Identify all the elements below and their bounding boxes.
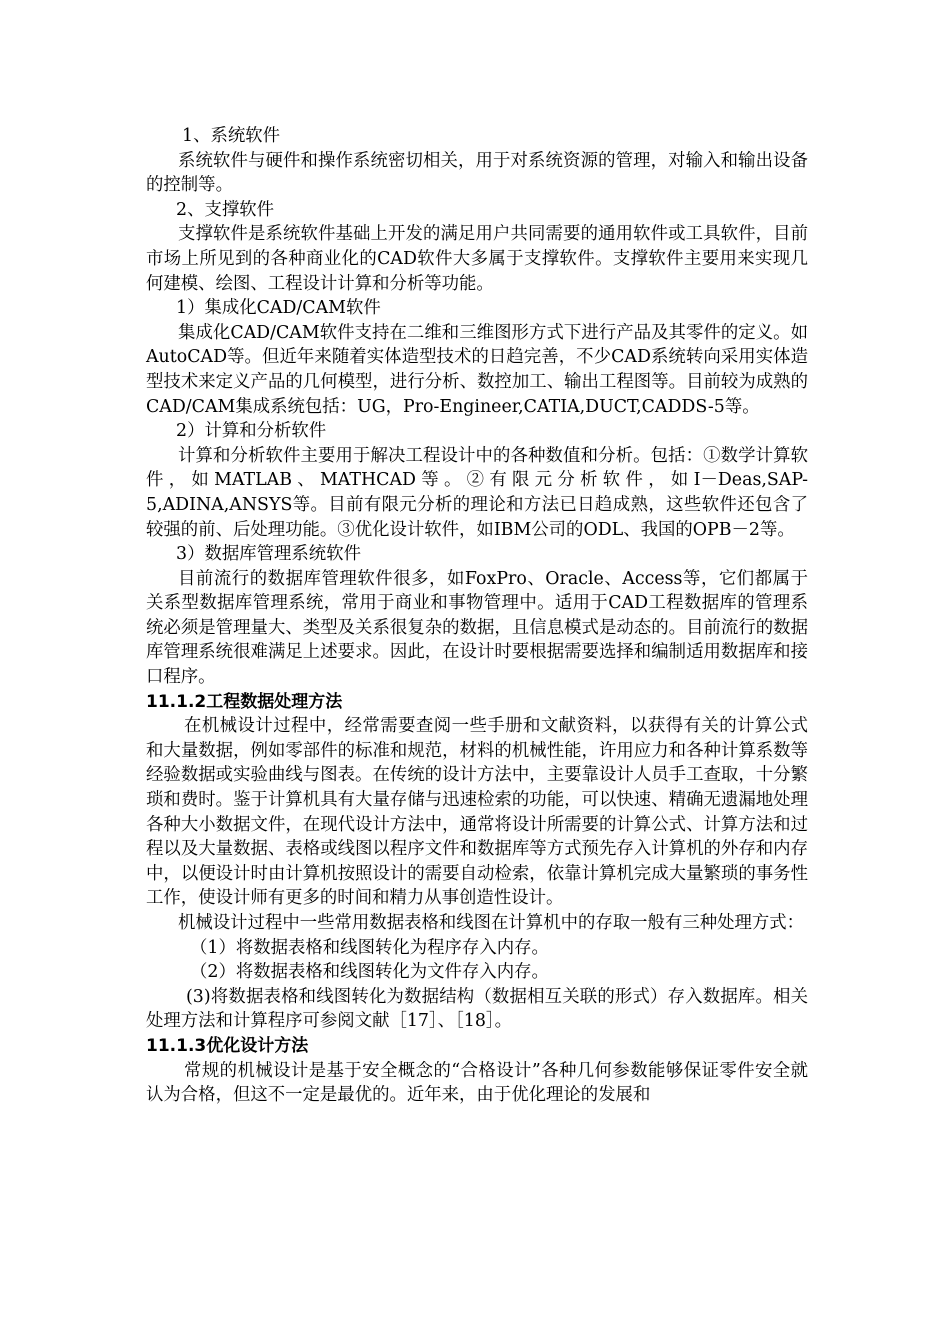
section-heading-data-processing: 11.1.2工程数据处理方法 [146,691,343,712]
heading-integrated-cad-cam: 1）集成化CAD/CAM软件 [176,298,381,319]
list-item-3: (3)将数据表格和线图转化为数据结构（数据相互关联的形式）存入数据库。相关处理方法和计算程序可参阅文献［17］、［18］。 [146,986,808,1032]
heading-system-software: 1、系统软件 [182,126,281,146]
section-heading-optimization: 11.1.3优化设计方法 [146,1035,309,1056]
paragraph-optimization: 常规的机械设计是基于安全概念的“合格设计”各种几何参数能够保证零件安全就认为合格，但这不一定是最优的。近年来，由于优化理论的发展和 [146,1060,808,1106]
list-item-1: （1）将数据表格和线图转化为程序存入内存。 [190,937,549,958]
heading-analysis-software: 2）计算和分析软件 [176,421,327,442]
paragraph-integrated-cad-cam: 集成化CAD/CAM软件支持在二维和三维图形方式下进行产品及其零件的定义。如AutoCAD等。但近年来随着实体造型技术的日趋完善，不少CAD系统转向采用实体造型技术来定义产品的几何模型，进行分析、数控加工、输出工程图等。目前较为成熟的CAD/CAM集成系统包括：UG，Pro-Engineer,CATIA,DUCT,CADDS-5等。 [146,322,808,417]
paragraph-database-software: 目前流行的数据库管理软件很多，如FoxPro、Oracle、Access等，它们都属于关系型数据库管理系统，常用于商业和事物管理中。适用于CAD工程数据库的管理系统必须是管理量大、类型及关系很复杂的数据，且信息模式是动态的。目前流行的数据库管理系统很难满足上述要求。因此，在设计时要根据需要选择和编制适用数据库和接口程序。 [146,568,808,688]
document-body [146,124,808,1108]
list-item-2: （2）将数据表格和线图转化为文件存入内存。 [190,962,549,983]
paragraph-system-software: 系统软件与硬件和操作系统密切相关，用于对系统资源的管理，对输入和输出设备的控制等。 [146,150,808,196]
paragraph-processing-modes: 机械设计过程中一些常用数据表格和线图在计算机中的存取一般有三种处理方式： [178,913,805,933]
heading-support-software: 2、支撑软件 [176,199,275,220]
paragraph-support-software: 支撑软件是系统软件基础上开发的满足用户共同需要的通用软件或工具软件，目前市场上所见到的各种商业化的CAD软件大多属于支撑软件。支撑软件主要用来实现几何建模、绘图、工程设计计算和分析等功能。 [146,224,808,294]
paragraph-data-processing: 在机械设计过程中，经常需要查阅一些手册和文献资料，以获得有关的计算公式和大量数据，例如零部件的标准和规范，材料的机械性能，许用应力和各种计算系数等经验数据或实验曲线与图表。在传统的设计方法中，主要靠设计人员手工查取，十分繁琐和费时。鉴于计算机具有大量存储与迅速检索的功能，可以快速、精确无遗漏地处理各种大小数据文件，在现代设计方法中，通常将设计所需要的计算公式、计算方法和过程以及大量数据、表格或线图以程序文件和数据库等方式预先存入计算机的外存和内存中，以便设计时由计算机按照设计的需要自动检索，依靠计算机完成大量繁琐的事务性工作，使设计师有更多的时间和精力从事创造性设计。 [146,716,808,909]
heading-database-software: 3）数据库管理系统软件 [176,544,361,565]
paragraph-analysis-software: 计算和分析软件主要用于解决工程设计中的各种数值和分析。包括：①数学计算软件，如MATLAB、MATHCAD等。②有限元分析软件，如I－Deas,SAP-5,ADINA,ANSYS等。目前有限元分析的理论和方法已日趋成熟，这些软件还包含了较强的前、后处理功能。③优化设计软件，如IBM公司的ODL、我国的OPB－2等。 [146,445,808,540]
